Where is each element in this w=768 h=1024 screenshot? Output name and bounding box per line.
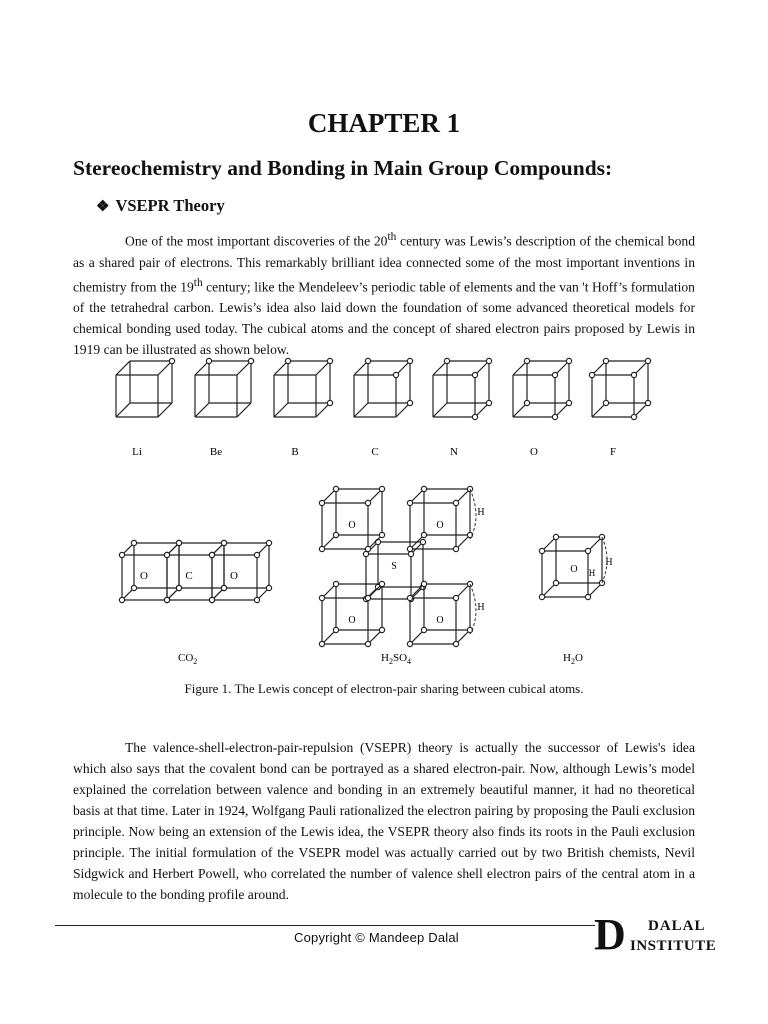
electron-dot [585, 548, 590, 553]
electron-dot [221, 540, 226, 545]
electron-dot [365, 500, 370, 505]
electron-dot [421, 486, 426, 491]
electron-dot [164, 552, 169, 557]
atom-label-o: O [530, 446, 538, 458]
electron-dot [209, 597, 214, 602]
oxygen-label: O [348, 520, 356, 531]
paragraph-vsepr [73, 737, 695, 905]
oxygen-cube [407, 486, 472, 551]
electron-dot [589, 372, 594, 377]
oxygen-cube [319, 581, 384, 646]
electron-dot [524, 400, 529, 405]
electron-dot [393, 372, 398, 377]
electron-dot [319, 641, 324, 646]
subsection-title: VSEPR Theory [115, 196, 225, 215]
electron-dot [453, 641, 458, 646]
electron-dot [407, 358, 412, 363]
electron-dot [407, 595, 412, 600]
cubical-atom-n [433, 358, 492, 419]
co2-atom-label: O [140, 570, 148, 582]
logo-line-1: DALAL [648, 918, 706, 934]
electron-dot [327, 400, 332, 405]
electron-dot [472, 414, 477, 419]
electron-dot [407, 400, 412, 405]
electron-dot [631, 414, 636, 419]
electron-dot [164, 597, 169, 602]
hydrogen-bond [470, 489, 476, 539]
electron-dot [539, 594, 544, 599]
electron-dot [603, 358, 608, 363]
electron-dot [266, 540, 271, 545]
electron-dot [285, 358, 290, 363]
electron-dot [645, 400, 650, 405]
electron-dot [472, 372, 477, 377]
atom-label-n: N [450, 446, 458, 458]
electron-dot [408, 551, 413, 556]
electron-dot [319, 500, 324, 505]
atom-label-c: C [371, 446, 379, 458]
electron-dot [553, 534, 558, 539]
logo-letter: D [594, 910, 626, 959]
electron-dot [407, 546, 412, 551]
para2-text: The valence-shell-electron-pair-repulsion (VSEPR) theory is actually the successor of Lewis's idea which also says that the covalent bond can be portrayed as a shared electron-pair. Now, although Lewis’s model explained the correlation between valence and bonding in an extremely beautiful manner, it had no theoretical basis at that time. Later in 1924, Wolfgang Pauli rationalized the electron pairing by proposing the Pauli exclusion principle. Now being an extension of the Lewis idea, the VSEPR theory also finds its roots in the Pauli exclusion principle. The initial formulation of the VSEPR model was actually carried out by two British chemists, Nevil Sidgwick and Herbert Powell, who correlated the number of valence shell electron pairs of the central atom in a molecule to the bonding profile around. [73, 740, 695, 902]
co2-atom-label: C [185, 570, 193, 582]
electron-dot [266, 585, 271, 590]
electron-dot [421, 627, 426, 632]
atom-label-b: B [291, 446, 299, 458]
electron-dot [176, 585, 181, 590]
co2-cube [209, 540, 271, 602]
electron-dot [566, 400, 571, 405]
electron-dot [327, 358, 332, 363]
para1-part3: century; like the Mendeleev’s periodic table of elements and the van 't Hoff’s formulation of the tetrahedral carbon. Lewis’s idea also laid down the foundation of some advanced theoretical models for chemical bonding used today. The cubical atoms and the concept of shared electron pairs proposed by Lewis in 1919 can be illustrated as shown below. [73, 279, 695, 358]
hydrogen-bond [470, 584, 476, 634]
electron-dot [453, 500, 458, 505]
electron-dot [566, 358, 571, 363]
electron-dot [420, 539, 425, 544]
para1-part1: One of the most important discoveries of the 20 [125, 233, 388, 249]
electron-dot [333, 532, 338, 537]
electron-dot [552, 414, 557, 419]
diamond-bullet-icon: ❖ [96, 198, 110, 215]
electron-dot [319, 595, 324, 600]
electron-dot [421, 581, 426, 586]
electron-dot [421, 532, 426, 537]
electron-dot [552, 372, 557, 377]
electron-dot [379, 486, 384, 491]
electron-dot [131, 540, 136, 545]
electron-dot [603, 400, 608, 405]
oxygen-cube [319, 486, 384, 551]
electron-dot [585, 594, 590, 599]
para1-sup1: th [387, 231, 397, 243]
electron-dot [131, 585, 136, 590]
electron-dot [486, 358, 491, 363]
logo-line-2: INSTITUTE [630, 938, 717, 954]
h2o-molecule [539, 534, 612, 599]
hydrogen-label: H [588, 568, 596, 578]
h2so4-molecule [319, 486, 484, 646]
atom-label-li: Li [132, 446, 142, 458]
cubical-atom-be [195, 358, 254, 417]
paragraph-lewis-intro [73, 227, 695, 360]
para1-part2: century was Lewis’s description of the chemical bond as a shared pair of electrons. This remarkably brilliant idea connected some of the most important inventions in chemistry from the 19 [73, 233, 695, 295]
cubical-atom-c [354, 358, 413, 417]
footer-divider [55, 925, 595, 926]
electron-dot [453, 546, 458, 551]
cubical-atom-f [589, 358, 650, 419]
sulfur-label: S [391, 561, 397, 572]
co2-molecule [119, 540, 271, 602]
chapter-title: CHAPTER 1 [307, 108, 461, 138]
electron-dot [645, 358, 650, 363]
co2-label: $CO_2$ [178, 652, 198, 666]
cubical-atoms-diagram [0, 355, 768, 685]
cubical-atom-li [116, 358, 175, 417]
electron-dot [333, 581, 338, 586]
atom-label-be: Be [209, 446, 223, 458]
electron-dot [365, 641, 370, 646]
oxygen-label: O [436, 615, 444, 626]
electron-dot [407, 641, 412, 646]
electron-dot [254, 597, 259, 602]
electron-dot [169, 358, 174, 363]
oxygen-label: O [570, 564, 578, 575]
electron-dot [631, 372, 636, 377]
electron-dot [119, 552, 124, 557]
electron-dot [365, 546, 370, 551]
h2so4-label: $H_2SO_4$ [381, 652, 412, 666]
electron-dot [221, 585, 226, 590]
para1-sup2: th [193, 276, 203, 289]
cubical-atom-o [513, 358, 572, 419]
electron-dot [379, 627, 384, 632]
cubical-atoms-row [116, 358, 651, 458]
electron-dot [379, 532, 384, 537]
section-title: Stereochemistry and Bonding in Main Group Compounds: [73, 156, 613, 180]
electron-dot [333, 486, 338, 491]
electron-dot [206, 358, 211, 363]
oxygen-cube [407, 581, 472, 646]
oxygen-label: O [436, 520, 444, 531]
copyright-text: Copyright © Mandeep Dalal [294, 930, 459, 945]
electron-dot [553, 580, 558, 585]
electron-dot [365, 358, 370, 363]
co2-atom-label: O [230, 570, 238, 582]
electron-dot [248, 358, 253, 363]
electron-dot [379, 581, 384, 586]
electron-dot [407, 500, 412, 505]
subsection-heading [96, 196, 225, 216]
electron-dot [319, 546, 324, 551]
oxygen-label: O [348, 615, 356, 626]
electron-dot [119, 597, 124, 602]
electron-dot [524, 358, 529, 363]
electron-dot [444, 358, 449, 363]
electron-dot [486, 400, 491, 405]
figure-caption: Figure 1. The Lewis concept of electron-pair sharing between cubical atoms. [184, 681, 584, 696]
electron-dot [176, 540, 181, 545]
hydrogen-label: H [605, 557, 613, 568]
h2o-label: $H_2O$ [563, 652, 583, 666]
electron-dot [453, 595, 458, 600]
hydrogen-label: H [477, 507, 485, 518]
electron-dot [365, 595, 370, 600]
atom-label-f: F [609, 446, 617, 458]
dalal-institute-logo [594, 910, 724, 959]
electron-dot [254, 552, 259, 557]
hydrogen-label: H [477, 602, 485, 613]
electron-dot [539, 548, 544, 553]
lewis-cubical-atoms-figure [0, 355, 768, 685]
cubical-atom-b [274, 358, 333, 417]
electron-dot [333, 627, 338, 632]
electron-dot [209, 552, 214, 557]
